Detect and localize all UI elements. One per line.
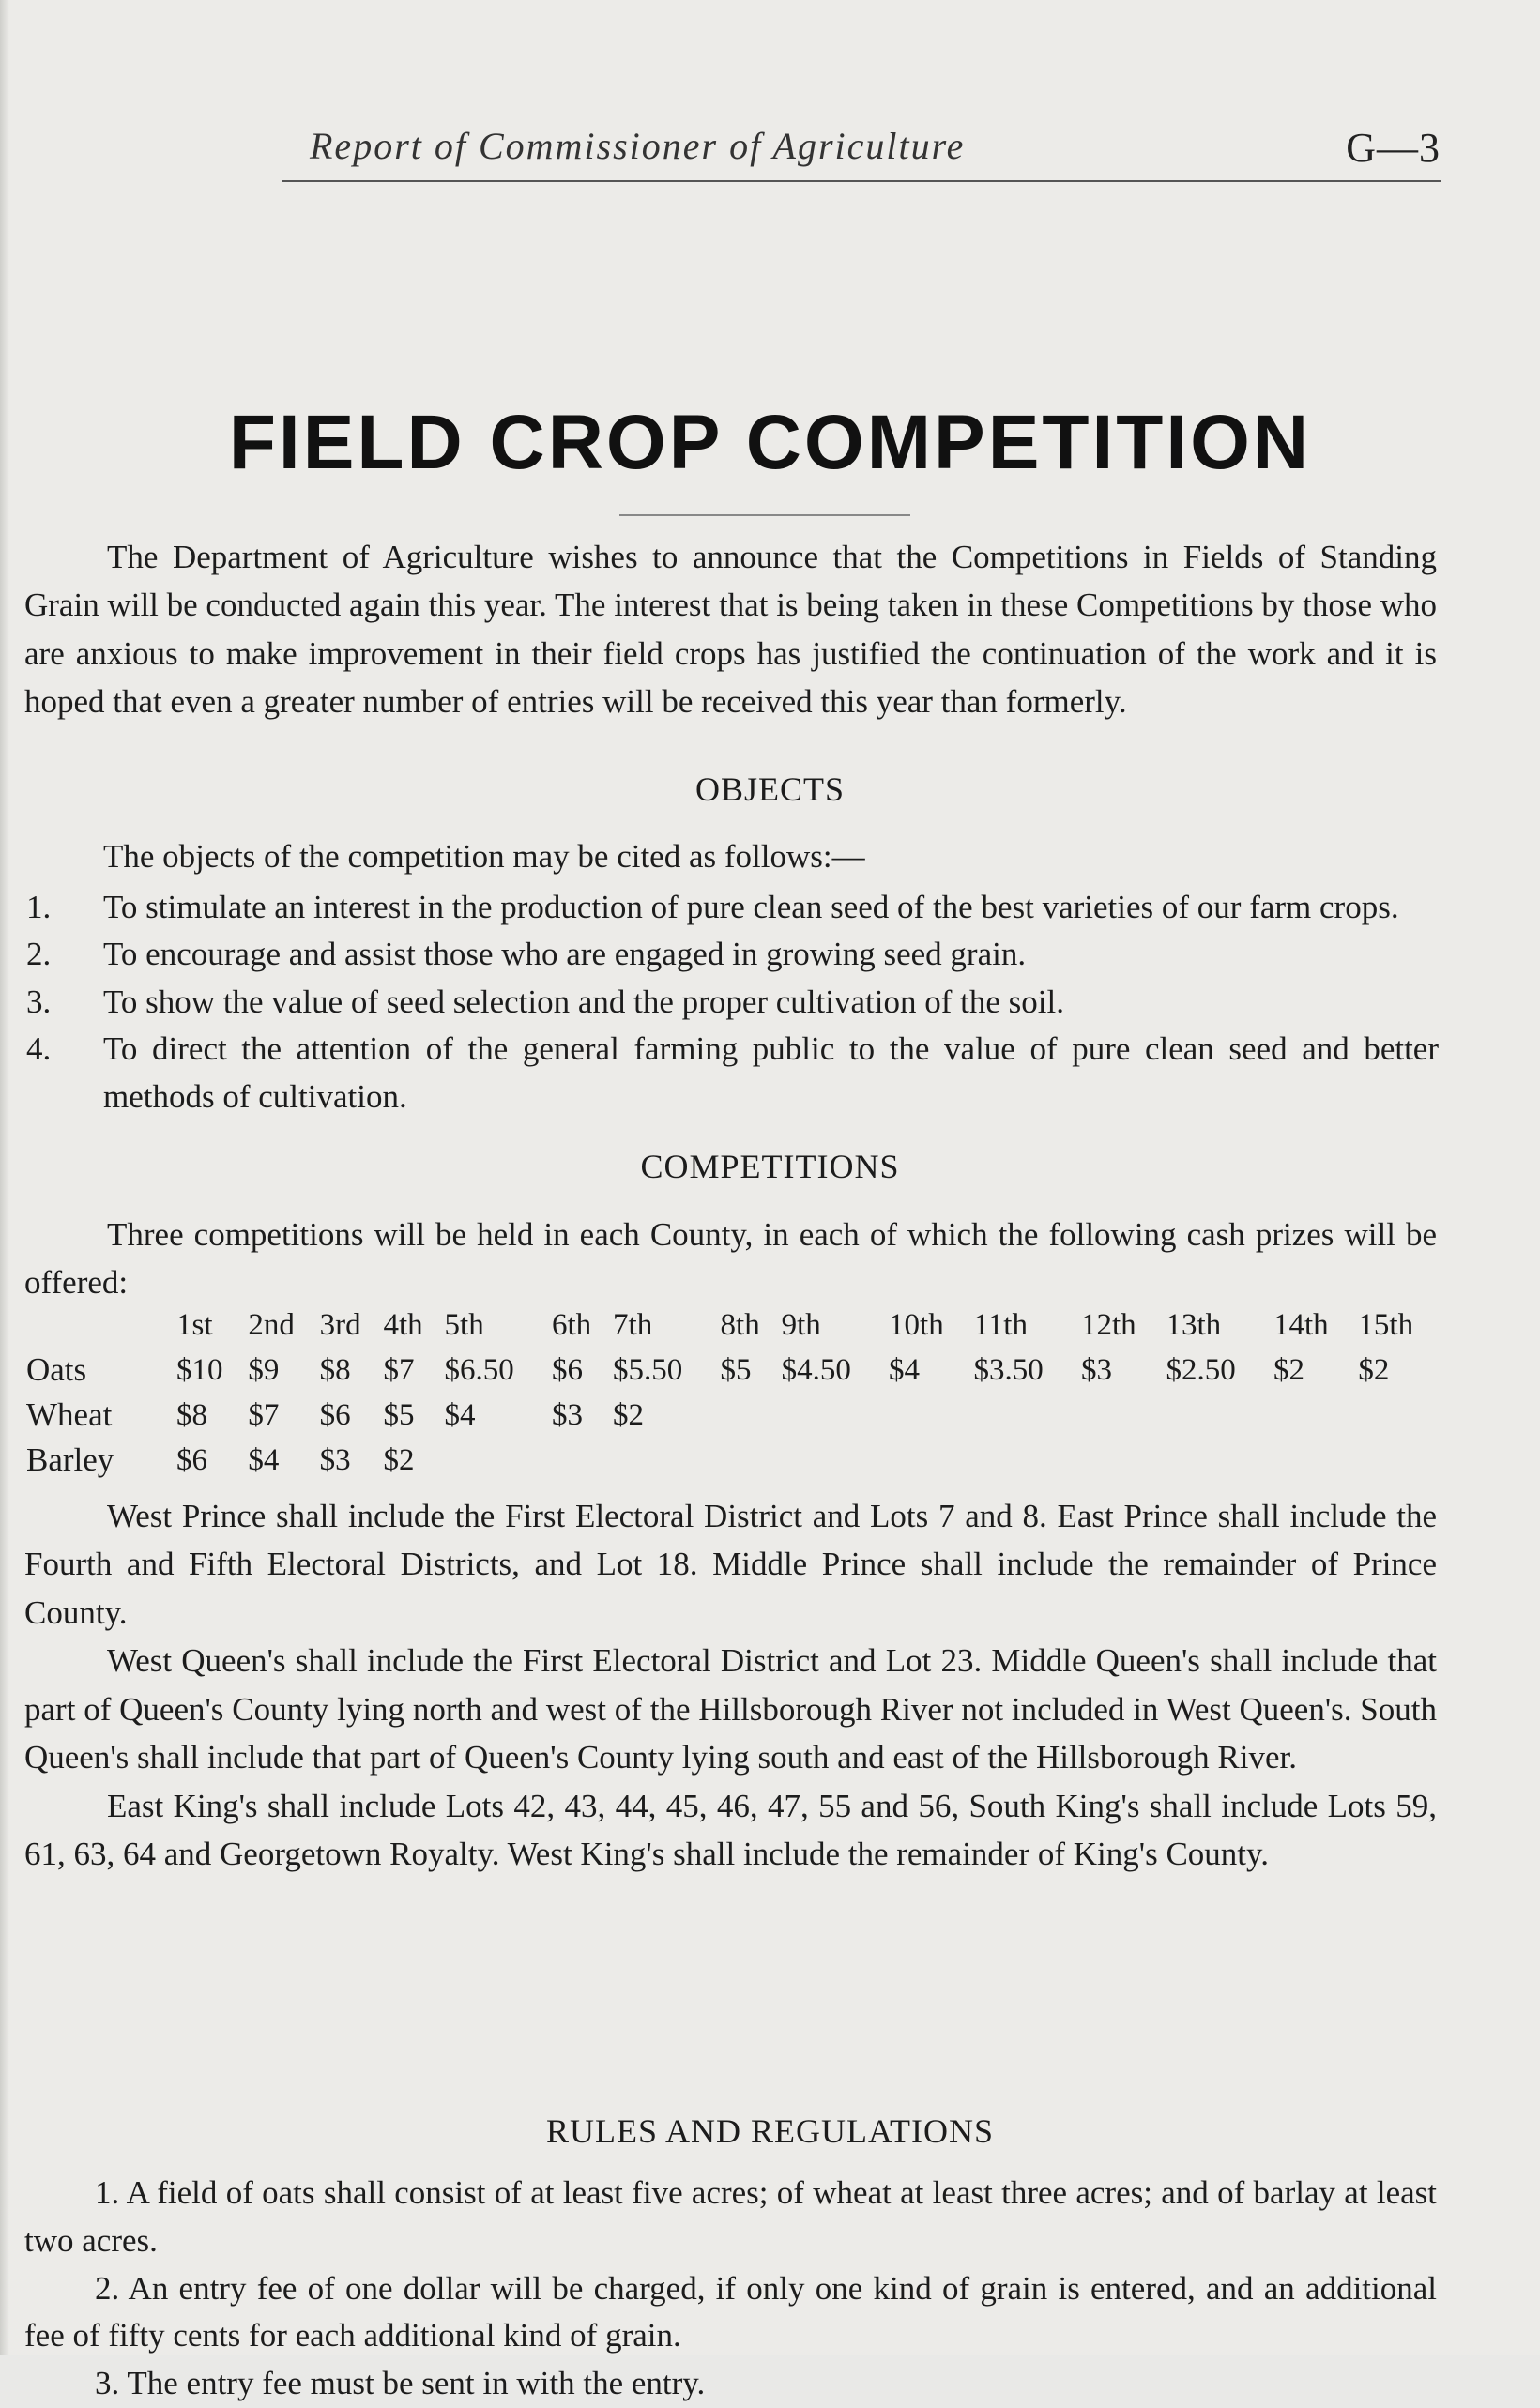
place-header: 11th [973,1307,1028,1342]
list-item-number: 1. [26,889,52,925]
rule-item: 2. An entry fee of one dollar will be charged, if only one kind of grain is entered, and an additional fee of fifty cents for each additional kind of grain. [24,2269,1437,2355]
district-paragraph-kings: East King's shall include Lots 42, 43, 44, 45, 46, 47, 55 and 56, South King's shall include Lots 59, 61, 63, 64 and Georgetown Royalty. West King's shall include the remainder of King's County. [24,1787,1437,1873]
list-item-text: To show the value of seed selection and the proper cultivation of the soil. [103,983,1064,1020]
place-header: 7th [613,1307,653,1342]
prize-cell: $6 [552,1352,584,1387]
running-title: Report of Commissioner of Agriculture [310,125,966,167]
page-title: FIELD CROP COMPETITION [228,400,1312,485]
crop-label: Wheat [26,1396,113,1433]
list-item-text: To direct the attention of the general farming public to the value of pure clean seed and better methods of cultivation. [103,1030,1439,1115]
table-row [26,1393,1443,1438]
place-header: 6th [552,1307,592,1342]
prize-cell: $2 [1358,1352,1390,1387]
place-header: 13th [1166,1307,1222,1342]
empty-cells [721,1393,1443,1438]
prize-cell: $8 [176,1397,207,1432]
objects-heading: OBJECTS [694,770,846,808]
prize-cell: $2 [383,1442,415,1477]
prize-cell: $10 [176,1352,223,1387]
place-header: 10th [889,1307,944,1342]
place-header: 15th [1358,1307,1414,1342]
prize-cell: $2 [613,1397,645,1432]
place-header: 3rd [319,1307,361,1342]
table-row [26,1438,1443,1483]
intro-paragraph: The Department of Agriculture wishes to announce that the Competitions in Fields of Standing Grain will be conducted again this year. The interest that is being taken in these Competitions by those who are anxious to make improvement in their field crops has justified the continuation of the work and it is hoped that even a greater number of entries will be received this year than formerly. [24,539,1437,721]
prize-cell: $4 [889,1352,921,1387]
prize-cell: $3 [552,1397,584,1432]
competitions-heading: COMPETITIONS [640,1148,900,1185]
list-item-text: To encourage and assist those who are engaged in growing seed grain. [103,936,1027,973]
place-header: 12th [1081,1307,1136,1342]
place-header: 4th [383,1307,423,1342]
page-number: G—3 [1346,125,1441,171]
rule-item: 1. A field of oats shall consist of at least five acres; of wheat at least three acres; and of barlay at least two acres. [24,2174,1437,2259]
list-item [26,931,1439,978]
page-header [282,124,1441,182]
table-row [26,1348,1443,1393]
prize-cell: $3 [319,1442,351,1477]
prize-cell: $5 [383,1397,415,1432]
prize-cell: $6 [176,1442,207,1477]
prize-cell: $6.50 [444,1352,514,1387]
objects-intro: The objects of the competition may be cited as follows:— [103,838,865,875]
prize-cell: $4 [444,1397,476,1432]
crop-label: Oats [26,1351,87,1388]
rules-list [24,2170,1437,2408]
list-item-number: 3. [26,983,52,1020]
prize-cell: $8 [319,1352,351,1387]
table-header-row [26,1303,1443,1348]
prize-cell: $5.50 [613,1352,683,1387]
prize-cell: $3 [1081,1352,1112,1387]
prize-cell: $5 [720,1352,752,1387]
list-item-text: To stimulate an interest in the production of pure clean seed of the best varieties of our farm crops. [103,889,1399,925]
empty-cells [445,1438,1443,1483]
prize-cell: $2 [1273,1352,1304,1387]
place-header: 8th [720,1307,760,1342]
intro-paragraph-block [24,533,1437,726]
place-header: 14th [1273,1307,1329,1342]
prize-table [26,1303,1443,1483]
list-item-number: 4. [26,1030,52,1068]
district-paragraphs [24,1492,1437,1879]
district-paragraph-queens: West Queen's shall include the First Electoral District and Lot 23. Middle Queen's shall include that part of Queen's County lying north and west of the Hillsborough River not included in West Queen's. South Queen's shall include that part of Queen's County lying south and east of the Hillsborough River. [24,1642,1437,1776]
list-item [26,979,1439,1026]
objects-list [26,884,1439,1120]
prize-cell: $7 [248,1397,280,1432]
title-divider [619,514,910,516]
competitions-intro-block [24,1211,1437,1307]
prize-cell: $4 [248,1442,280,1477]
place-header: 1st [176,1307,213,1342]
district-paragraph-prince: West Prince shall include the First Electoral District and Lots 7 and 8. East Prince shall include the Fourth and Fifth Electoral Districts, and Lot 18. Middle Prince shall include the remainder of Prince County. [24,1498,1437,1631]
rule-item: 3. The entry fee must be sent in with the entry. [95,2365,706,2401]
prize-cell: $6 [319,1397,351,1432]
prize-table-grid [26,1303,1443,1483]
rules-heading: RULES AND REGULATIONS [545,2112,994,2150]
competitions-intro: Three competitions will be held in each County, in each of which the following cash prizes will be offered: [24,1216,1437,1302]
place-header: 2nd [248,1307,295,1342]
prize-cell: $3.50 [973,1352,1044,1387]
table-corner-cell [26,1303,176,1348]
crop-label: Barley [26,1441,114,1478]
prize-cell: $7 [383,1352,415,1387]
list-item-number: 2. [26,936,52,973]
list-item [26,884,1439,931]
prize-cell: $4.50 [781,1352,851,1387]
list-item [26,1026,1439,1120]
prize-cell: $9 [248,1352,280,1387]
place-header: 5th [444,1307,484,1342]
prize-cell: $2.50 [1166,1352,1236,1387]
place-header: 9th [781,1307,821,1342]
